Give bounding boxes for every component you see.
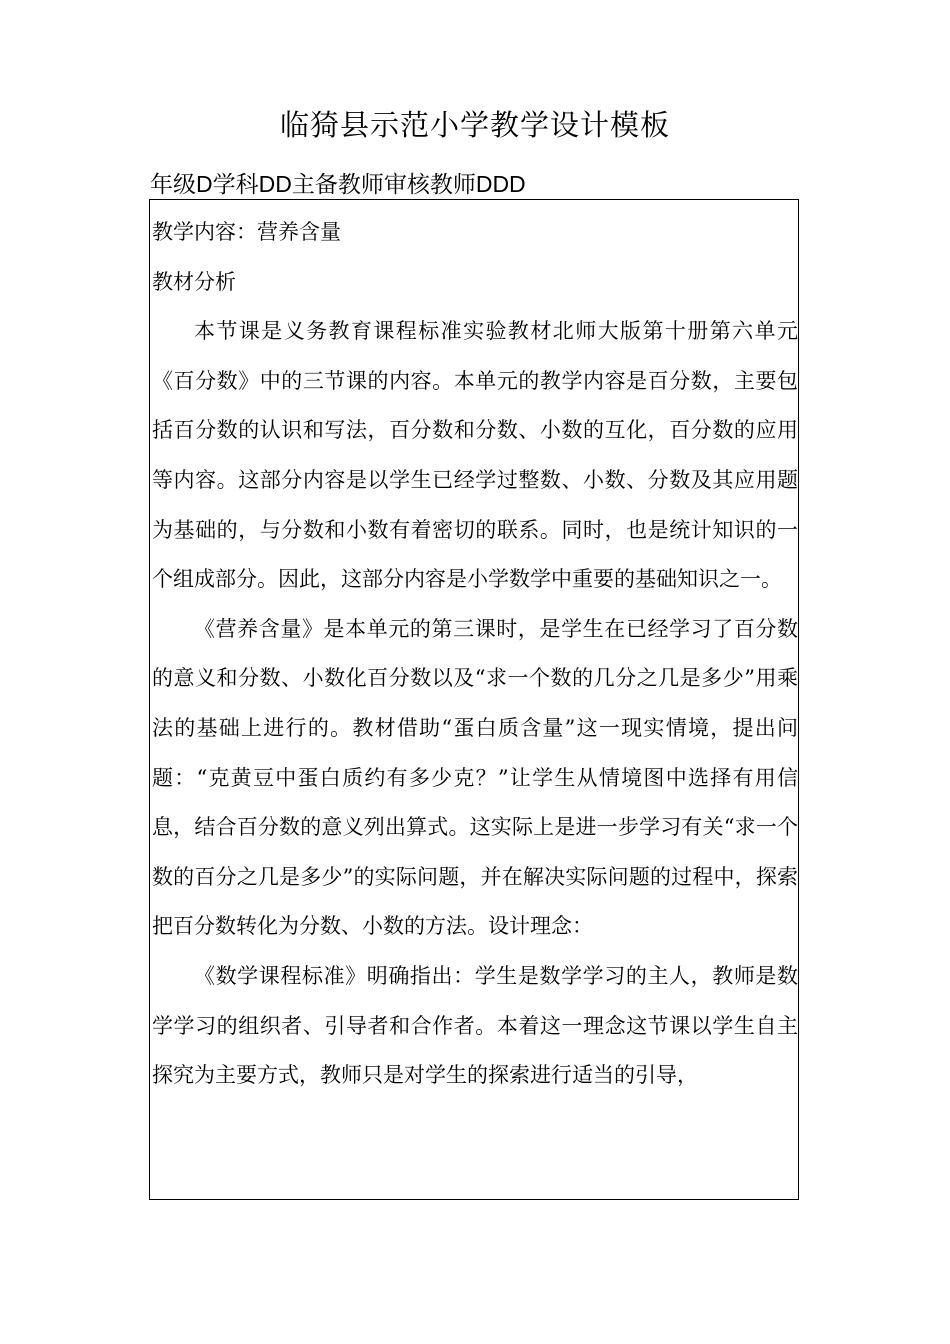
lesson-content-body [150, 200, 798, 1101]
section-heading: 教材分析 [152, 269, 236, 294]
document-meta-line: 年级D学科DD主备教师审核教师DDD [150, 171, 526, 197]
teaching-content-line: 教学内容：营养含量 [152, 220, 341, 244]
lesson-content-box [149, 199, 799, 1200]
paragraph-textbook-analysis: 本节课是义务教育课程标准实验教材北师大版第十册第六单元《百分数》中的三节课的内容。本单元的教学内容是百分数，主要包括百分数的认识和写法，百分数和分数、小数的互化，百分数的应用等内容。这部分内容是以学生已经学过整数、小数、分数及其应用题为基础的，与分数和小数有着密切的联系。同时，也是统计知识的一个组成部分。因此，这部分内容是小学数学中重要的基础知识之一。 [152, 319, 798, 592]
document-title: 临猗县示范小学教学设计模板 [279, 110, 670, 142]
paragraph-lesson-overview: 《营养含量》是本单元的第三课时，是学生在已经学习了百分数的意义和分数、小数化百分数以及“求一个数的几分之几是多少”用乘法的基础上进行的。教材借助“蛋白质含量”这一现实情境，提出问题：“克黄豆中蛋白质约有多少克？”让学生从情境图中选择有用信息，结合百分数的意义列出算式。这实际上是进一步学习有关“求一个数的百分之几是多少”的实际问题，并在解决实际问题的过程中，探索把百分数转化为分数、小数的方法。设计理念： [152, 616, 798, 939]
paragraph-curriculum-standard: 《数学课程标准》明确指出：学生是数学学习的主人，教师是数学学习的组织者、引导者和合作者。本着这一理念这节课以学生自主探究为主要方式，教师只是对学生的探索进行适当的引导， [152, 963, 798, 1088]
